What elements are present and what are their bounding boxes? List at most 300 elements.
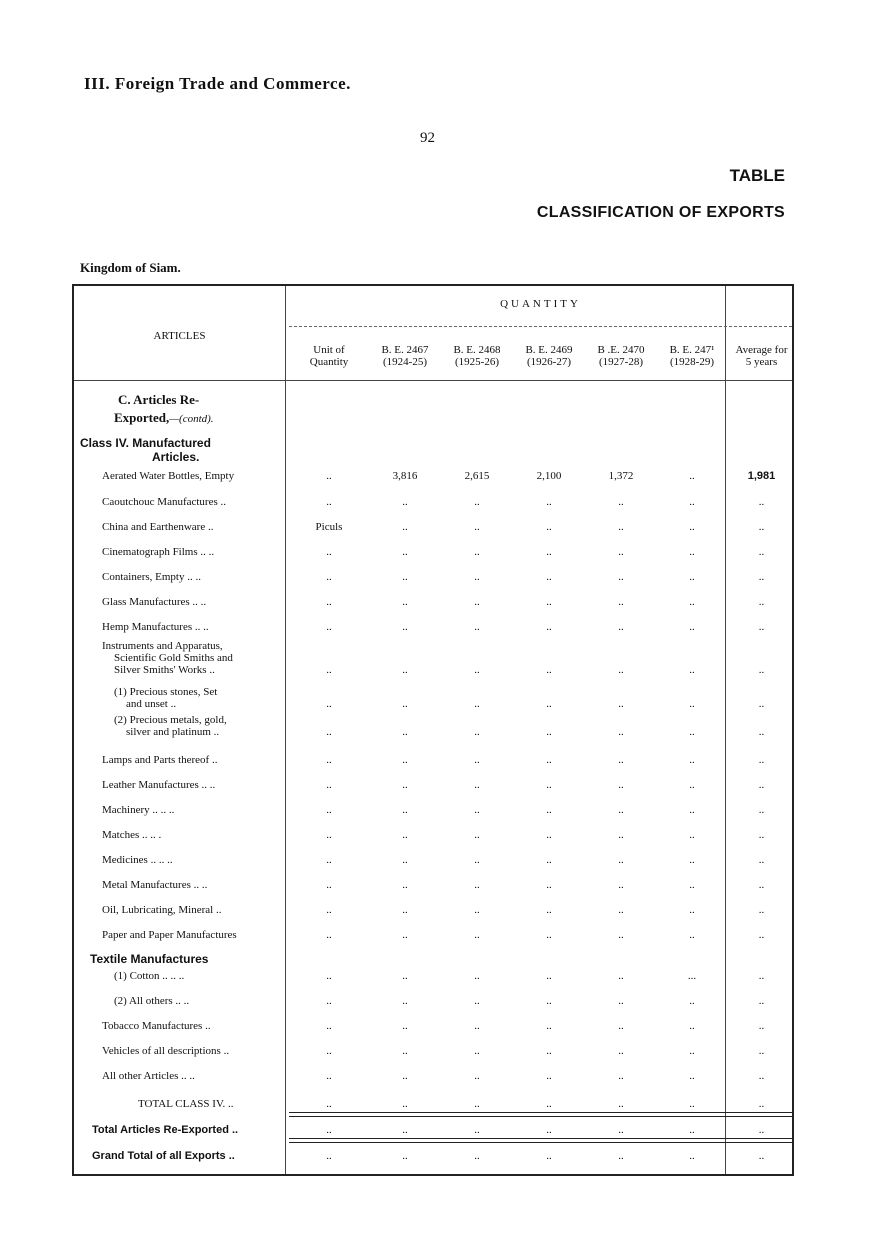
table-cell: .. xyxy=(618,571,624,583)
table-cell: .. xyxy=(546,596,552,608)
table-cell: .. xyxy=(474,726,480,738)
table-cell: .. xyxy=(474,698,480,710)
column-header-line2: Quantity xyxy=(309,356,349,368)
row-label xyxy=(114,714,227,738)
table-cell: .. xyxy=(402,546,408,558)
table-cell: 2,615 xyxy=(464,470,490,482)
table-cell: .. xyxy=(326,621,332,633)
table-cell: .. xyxy=(474,546,480,558)
table-row xyxy=(74,621,792,641)
table-cell: .. xyxy=(546,621,552,633)
row-label-line: (1) Cotton .. .. .. xyxy=(114,970,185,982)
table-cell: .. xyxy=(689,804,695,816)
section-title xyxy=(118,392,199,408)
column-header-line1: B. E. 2469 xyxy=(525,344,573,356)
table-cell: .. xyxy=(474,1124,480,1136)
total-rule xyxy=(289,1138,792,1143)
table-row xyxy=(74,970,792,990)
table-cell: .. xyxy=(758,698,765,710)
table-cell: .. xyxy=(402,1045,408,1057)
table-cell: .. xyxy=(758,1098,765,1110)
table-cell: .. xyxy=(474,854,480,866)
table-row xyxy=(74,1020,792,1040)
table-cell: .. xyxy=(618,698,624,710)
table-cell: .. xyxy=(402,1020,408,1032)
table-cell: .. xyxy=(546,1150,552,1162)
table-cell: .. xyxy=(689,726,695,738)
table-cell: .. xyxy=(758,621,765,633)
table-cell: 1,981 xyxy=(747,470,776,482)
textile-heading: Textile Manufactures xyxy=(90,952,209,966)
row-label-line: TOTAL CLASS IV. .. xyxy=(138,1098,234,1110)
table-cell: .. xyxy=(402,879,408,891)
table-cell: .. xyxy=(546,664,552,676)
row-label xyxy=(102,1045,229,1057)
kingdom-label: Kingdom of Siam. xyxy=(80,260,181,275)
page-number: 92 xyxy=(420,130,435,146)
table-cell: .. xyxy=(758,1020,765,1032)
table-cell: .. xyxy=(402,1124,408,1136)
table-cell: .. xyxy=(402,726,408,738)
table-cell: .. xyxy=(474,1020,480,1032)
table-cell: .. xyxy=(474,829,480,841)
row-label xyxy=(102,929,237,941)
row-label-line: Metal Manufactures .. .. xyxy=(102,879,208,891)
table-cell: .. xyxy=(758,1045,765,1057)
quantity-header: QUANTITY xyxy=(500,298,581,310)
table-cell: .. xyxy=(326,754,332,766)
table-cell: .. xyxy=(546,829,552,841)
table-cell: .. xyxy=(618,995,624,1007)
table-row xyxy=(74,496,792,516)
table-cell: .. xyxy=(689,470,695,482)
table-cell: .. xyxy=(326,546,332,558)
row-label-line: Leather Manufactures .. .. xyxy=(102,779,216,791)
table-cell: .. xyxy=(326,904,332,916)
table-row xyxy=(74,571,792,591)
row-label-line: Containers, Empty .. .. xyxy=(102,571,201,583)
row-label-line: Medicines .. .. .. xyxy=(102,854,173,866)
row-label-line: (2) All others .. .. xyxy=(114,995,190,1007)
header-rule xyxy=(74,380,792,381)
row-label xyxy=(114,686,217,710)
table-row xyxy=(74,686,792,710)
table-cell: .. xyxy=(546,521,552,533)
table-row xyxy=(74,754,792,774)
row-label xyxy=(102,754,217,766)
table-cell: .. xyxy=(689,829,695,841)
row-label xyxy=(102,521,213,533)
section-heading: III. Foreign Trade and Commerce. xyxy=(84,74,351,93)
table-cell: .. xyxy=(402,1070,408,1082)
table-cell: .. xyxy=(326,1150,332,1162)
table-cell: .. xyxy=(326,726,332,738)
table-cell: .. xyxy=(618,596,624,608)
row-label-line: Tobacco Manufactures .. xyxy=(102,1020,211,1032)
table-cell: .. xyxy=(402,829,408,841)
table-row xyxy=(74,1150,792,1170)
table-cell: .. xyxy=(618,1045,624,1057)
section-title-exported: Exported, xyxy=(114,410,170,425)
table-cell: .. xyxy=(326,571,332,583)
table-cell: .. xyxy=(326,1045,332,1057)
row-label-line: Grand Total of all Exports .. xyxy=(92,1150,235,1162)
table-cell: .. xyxy=(546,726,552,738)
section-title-line1: C. Articles Re- xyxy=(118,392,200,407)
table-row xyxy=(74,470,792,490)
row-label xyxy=(114,995,189,1007)
table-cell: .. xyxy=(758,879,765,891)
table-row xyxy=(74,804,792,824)
table-cell: .. xyxy=(758,546,765,558)
articles-header: ARTICLES xyxy=(153,330,206,342)
table-cell: .. xyxy=(689,521,695,533)
table-cell: .. xyxy=(402,698,408,710)
table-cell: .. xyxy=(402,779,408,791)
table-cell: 2,100 xyxy=(536,470,562,482)
row-label xyxy=(102,879,207,891)
table-cell: .. xyxy=(326,995,332,1007)
table-cell: .. xyxy=(402,621,408,633)
table-cell: .. xyxy=(402,854,408,866)
table-cell: .. xyxy=(402,904,408,916)
table-cell: .. xyxy=(758,995,765,1007)
table-cell: .. xyxy=(689,1020,695,1032)
table-cell: .. xyxy=(474,1070,480,1082)
table-cell: .. xyxy=(618,754,624,766)
row-label xyxy=(102,1020,211,1032)
row-label-line: and unset .. xyxy=(126,698,177,710)
table-cell: .. xyxy=(618,1020,624,1032)
table-title: CLASSIFICATION OF EXPORTS xyxy=(536,204,785,221)
row-label xyxy=(102,854,173,866)
section-title-line2 xyxy=(114,410,214,426)
table-cell: .. xyxy=(546,879,552,891)
table-cell: .. xyxy=(618,664,624,676)
table-cell: .. xyxy=(474,1098,480,1110)
row-label-line: Paper and Paper Manufactures xyxy=(102,929,237,941)
table-cell: .. xyxy=(689,698,695,710)
column-header xyxy=(441,344,513,368)
table-cell: .. xyxy=(402,664,408,676)
column-header-line2: 5 years xyxy=(745,356,778,368)
table-cell: .. xyxy=(689,779,695,791)
table-cell: .. xyxy=(474,995,480,1007)
row-label-line: (1) Precious stones, Set xyxy=(114,686,218,698)
column-header xyxy=(369,344,441,368)
table-row xyxy=(74,854,792,874)
table-cell: .. xyxy=(402,1150,408,1162)
table-cell: .. xyxy=(546,496,552,508)
column-header-line2: (1925-26) xyxy=(455,356,499,368)
row-label xyxy=(92,1124,238,1136)
table-cell: .. xyxy=(326,496,332,508)
column-header-line1: B. E. 2468 xyxy=(453,344,501,356)
column-header xyxy=(513,344,585,368)
table-cell: .. xyxy=(689,754,695,766)
table-cell: .. xyxy=(402,970,408,982)
row-label xyxy=(138,1098,233,1110)
table-cell: .. xyxy=(474,1150,480,1162)
column-header-line1: B. E. 2467 xyxy=(381,344,429,356)
table-cell: .. xyxy=(618,929,624,941)
row-label-line: Glass Manufactures .. .. xyxy=(102,596,207,608)
table-cell: .. xyxy=(689,1070,695,1082)
column-header-line1: B. E. 247¹ xyxy=(669,344,715,356)
table-cell: .. xyxy=(546,929,552,941)
class-title-line2: Articles. xyxy=(152,450,200,464)
table-cell: .. xyxy=(474,664,480,676)
table-cell: .. xyxy=(546,571,552,583)
row-label xyxy=(102,470,234,482)
table-cell: .. xyxy=(402,496,408,508)
row-label-line: Aerated Water Bottles, Empty xyxy=(102,470,235,482)
row-label-line: Total Articles Re-Exported .. xyxy=(92,1124,239,1136)
table-cell: .. xyxy=(402,571,408,583)
column-header xyxy=(585,344,657,368)
table-cell: .. xyxy=(326,970,332,982)
row-label-line: Silver Smiths' Works .. xyxy=(114,664,215,676)
table-cell: .. xyxy=(326,879,332,891)
table-cell: .. xyxy=(546,754,552,766)
table-cell: .. xyxy=(618,1070,624,1082)
row-label-line: Lamps and Parts thereof .. xyxy=(102,754,218,766)
table-cell: .. xyxy=(689,664,695,676)
exports-table xyxy=(72,284,794,1176)
table-cell: .. xyxy=(402,995,408,1007)
table-cell: .. xyxy=(402,804,408,816)
row-label xyxy=(102,640,233,676)
column-header-line1: Unit of xyxy=(313,344,345,356)
table-cell: .. xyxy=(546,804,552,816)
row-label xyxy=(92,1150,235,1162)
table-cell: .. xyxy=(689,496,695,508)
table-cell: .. xyxy=(758,596,765,608)
row-label-line: (2) Precious metals, gold, xyxy=(114,714,227,726)
table-cell: .. xyxy=(758,521,765,533)
table-row xyxy=(74,879,792,899)
row-label xyxy=(102,596,206,608)
table-cell: .. xyxy=(618,1124,624,1136)
table-cell: .. xyxy=(326,470,332,482)
table-cell: .. xyxy=(546,779,552,791)
table-cell: .. xyxy=(758,904,765,916)
table-cell: .. xyxy=(326,829,332,841)
table-cell: .. xyxy=(618,854,624,866)
table-cell: .. xyxy=(758,496,765,508)
column-header-line2: (1926-27) xyxy=(527,356,571,368)
table-row xyxy=(74,929,792,949)
section-title-contd: —(contd). xyxy=(169,413,214,425)
table-cell: .. xyxy=(758,571,765,583)
row-label xyxy=(102,904,221,916)
table-cell: .. xyxy=(618,879,624,891)
row-label-line: Instruments and Apparatus, xyxy=(102,640,223,652)
table-row xyxy=(74,829,792,849)
row-label xyxy=(102,496,226,508)
table-cell: .. xyxy=(326,1124,332,1136)
table-row xyxy=(74,779,792,799)
table-cell: .. xyxy=(326,596,332,608)
row-label xyxy=(102,546,214,558)
table-cell: .. xyxy=(689,904,695,916)
table-cell: .. xyxy=(546,546,552,558)
table-row xyxy=(74,640,792,676)
table-cell: .. xyxy=(474,970,480,982)
row-label xyxy=(102,621,209,633)
row-label-line: Matches .. .. . xyxy=(102,829,162,841)
column-header-line1: Average for xyxy=(735,344,788,356)
table-cell: .. xyxy=(402,1098,408,1110)
table-cell: .. xyxy=(474,929,480,941)
table-cell: .. xyxy=(758,726,765,738)
table-cell: ... xyxy=(687,970,697,982)
row-label-line: Vehicles of all descriptions .. xyxy=(102,1045,230,1057)
row-label xyxy=(114,970,184,982)
table-cell: .. xyxy=(546,698,552,710)
table-cell: .. xyxy=(326,779,332,791)
row-label-line: China and Earthenware .. xyxy=(102,521,214,533)
table-cell: .. xyxy=(546,1070,552,1082)
row-label-line: Cinematograph Films .. .. xyxy=(102,546,215,558)
column-header-line2: (1928-29) xyxy=(670,356,714,368)
table-cell: .. xyxy=(326,664,332,676)
table-row xyxy=(74,546,792,566)
table-cell: .. xyxy=(326,698,332,710)
table-cell: .. xyxy=(758,754,765,766)
table-row xyxy=(74,1045,792,1065)
table-cell: .. xyxy=(474,596,480,608)
table-cell: .. xyxy=(618,804,624,816)
table-cell: .. xyxy=(474,571,480,583)
table-cell: .. xyxy=(689,929,695,941)
table-cell: 1,372 xyxy=(608,470,634,482)
table-cell: .. xyxy=(326,1070,332,1082)
row-label-line: Scientific Gold Smiths and xyxy=(114,652,233,664)
table-cell: .. xyxy=(689,546,695,558)
table-cell: .. xyxy=(474,879,480,891)
column-header xyxy=(289,344,369,368)
row-label-line: All other Articles .. .. xyxy=(102,1070,195,1082)
table-cell: .. xyxy=(474,621,480,633)
table-cell: .. xyxy=(474,904,480,916)
class-title: Class IV. Manufactured xyxy=(80,436,211,450)
row-label xyxy=(102,1070,195,1082)
table-cell: .. xyxy=(546,1098,552,1110)
table-cell: .. xyxy=(758,804,765,816)
table-cell: .. xyxy=(618,621,624,633)
table-cell: .. xyxy=(689,995,695,1007)
table-cell: .. xyxy=(546,995,552,1007)
row-label-line: Caoutchouc Manufactures .. xyxy=(102,496,227,508)
table-cell: .. xyxy=(326,1098,332,1110)
column-header-line2: (1927-28) xyxy=(599,356,643,368)
table-cell: .. xyxy=(689,1150,695,1162)
table-cell: .. xyxy=(402,596,408,608)
column-header xyxy=(727,344,796,368)
table-cell: .. xyxy=(474,1045,480,1057)
table-cell: .. xyxy=(326,804,332,816)
quantity-rule xyxy=(289,326,792,327)
table-cell: .. xyxy=(402,521,408,533)
table-cell: .. xyxy=(618,904,624,916)
table-label: TABLE xyxy=(729,166,785,185)
table-cell: .. xyxy=(758,779,765,791)
table-cell: .. xyxy=(546,1124,552,1136)
table-cell: .. xyxy=(689,1124,695,1136)
table-cell: .. xyxy=(546,1045,552,1057)
table-row xyxy=(74,1070,792,1090)
table-row xyxy=(74,521,792,541)
table-cell: .. xyxy=(326,929,332,941)
table-cell: .. xyxy=(474,754,480,766)
table-cell: .. xyxy=(402,929,408,941)
table-cell: .. xyxy=(618,546,624,558)
table-cell: .. xyxy=(618,726,624,738)
row-label xyxy=(102,829,161,841)
table-cell: Piculs xyxy=(315,521,343,533)
table-cell: .. xyxy=(618,521,624,533)
table-cell: .. xyxy=(689,1098,695,1110)
table-cell: .. xyxy=(474,496,480,508)
table-cell: .. xyxy=(546,904,552,916)
table-row xyxy=(74,904,792,924)
row-label-line: silver and platinum .. xyxy=(126,726,220,738)
table-cell: .. xyxy=(758,1124,765,1136)
table-cell: .. xyxy=(546,1020,552,1032)
column-header-line1: B .E. 2470 xyxy=(597,344,645,356)
column-header-line2: (1924-25) xyxy=(383,356,427,368)
table-cell: .. xyxy=(689,1045,695,1057)
table-cell: 3,816 xyxy=(392,470,418,482)
total-rule xyxy=(289,1112,792,1117)
table-cell: .. xyxy=(474,779,480,791)
table-cell: .. xyxy=(326,1020,332,1032)
row-label-line: Hemp Manufactures .. .. xyxy=(102,621,209,633)
table-cell: .. xyxy=(618,829,624,841)
table-cell: .. xyxy=(618,1150,624,1162)
table-cell: .. xyxy=(689,879,695,891)
table-cell: .. xyxy=(402,754,408,766)
table-cell: .. xyxy=(326,854,332,866)
table-cell: .. xyxy=(618,496,624,508)
table-cell: .. xyxy=(758,829,765,841)
table-cell: .. xyxy=(689,571,695,583)
table-row xyxy=(74,596,792,616)
row-label xyxy=(102,804,174,816)
row-label-line: Machinery .. .. .. xyxy=(102,804,175,816)
table-cell: .. xyxy=(758,929,765,941)
table-cell: .. xyxy=(758,1150,765,1162)
row-label-line: Oil, Lubricating, Mineral .. xyxy=(102,904,222,916)
table-cell: .. xyxy=(689,596,695,608)
table-cell: .. xyxy=(546,854,552,866)
table-cell: .. xyxy=(758,1070,765,1082)
table-cell: .. xyxy=(546,970,552,982)
table-cell: .. xyxy=(618,970,624,982)
table-cell: .. xyxy=(758,664,765,676)
table-cell: .. xyxy=(618,1098,624,1110)
column-header xyxy=(657,344,727,368)
row-label xyxy=(102,571,201,583)
table-cell: .. xyxy=(689,854,695,866)
table-cell: .. xyxy=(474,804,480,816)
table-cell: .. xyxy=(758,970,765,982)
table-cell: .. xyxy=(618,779,624,791)
table-row xyxy=(74,714,792,738)
table-cell: .. xyxy=(689,621,695,633)
table-cell: .. xyxy=(474,521,480,533)
